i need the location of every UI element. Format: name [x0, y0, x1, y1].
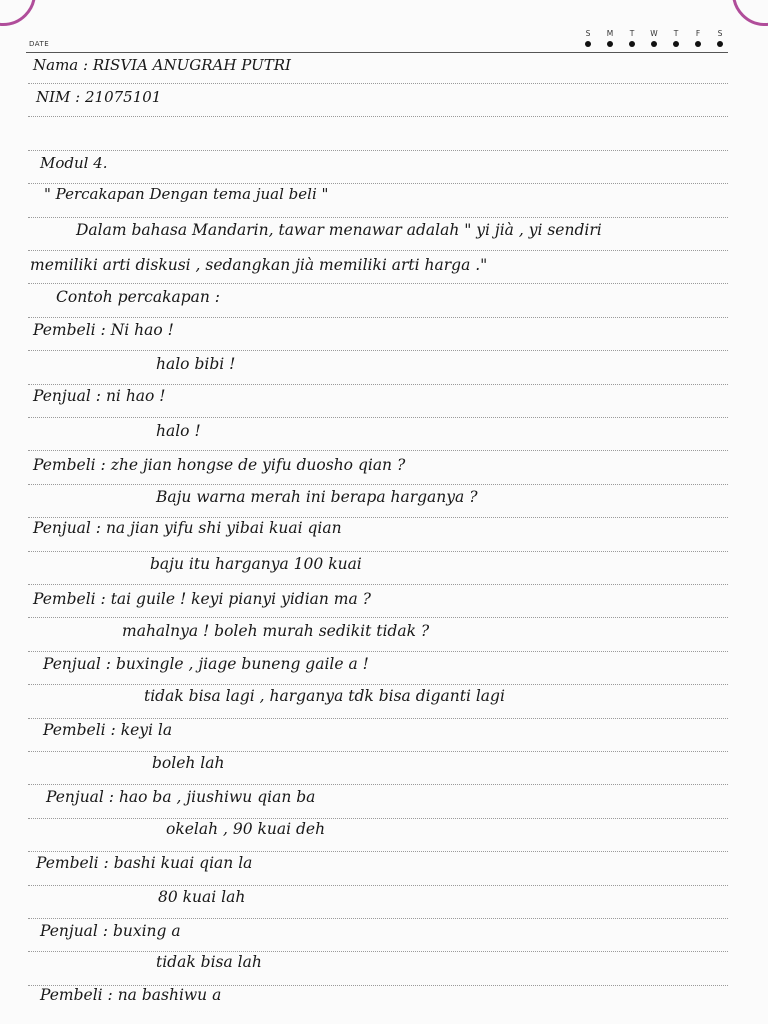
- handwritten-line-dialog: Penjual : buxing a: [40, 922, 181, 940]
- ruled-line: [28, 450, 728, 451]
- ruled-line: [28, 217, 728, 218]
- handwritten-line-dialog: halo !: [156, 422, 201, 440]
- handwritten-line-dialog: mahalnya ! boleh murah sedikit tidak ?: [122, 622, 430, 640]
- handwritten-line-dialog: Penjual : buxingle , jiage buneng gaile a !: [43, 655, 369, 673]
- handwritten-line-dialog: Penjual : hao ba , jiushiwu qian ba: [46, 788, 316, 806]
- weekday-dot: [585, 41, 591, 47]
- weekday-letter: T: [629, 29, 635, 38]
- weekday-monday: [604, 29, 616, 47]
- ruled-line: [28, 417, 728, 418]
- handwritten-line-dialog: Pembeli : keyi la: [43, 721, 173, 739]
- ruled-line: [28, 183, 728, 184]
- ruled-line: [28, 885, 728, 886]
- weekday-dot: [607, 41, 613, 47]
- ruled-line: [28, 951, 728, 952]
- ruled-line: [28, 250, 728, 251]
- weekday-sunday: [582, 29, 594, 47]
- handwritten-line-nim: NIM : 21075101: [36, 88, 162, 106]
- ruled-line: [28, 651, 728, 652]
- ruled-line: [28, 818, 728, 819]
- ruled-line: [28, 484, 728, 485]
- ruled-line: [28, 150, 728, 151]
- ruled-line: [28, 317, 728, 318]
- ruled-line: [28, 584, 728, 585]
- handwritten-line-name: Nama : RISVIA ANUGRAH PUTRI: [33, 56, 291, 74]
- handwritten-line-module: Modul 4.: [40, 154, 108, 172]
- handwritten-line-dialog: Penjual : ni hao !: [33, 387, 166, 405]
- ruled-line: [28, 617, 728, 618]
- handwritten-line-intro-1: Dalam bahasa Mandarin, tawar menawar adalah " yi jià , yi sendiri: [76, 221, 602, 239]
- weekday-dot: [651, 41, 657, 47]
- handwritten-line-dialog: Penjual : na jian yifu shi yibai kuai qian: [33, 519, 342, 537]
- ruled-line: [28, 718, 728, 719]
- handwritten-line-dialog: Pembeli : tai guile ! keyi pianyi yidian ma ?: [33, 590, 371, 608]
- handwritten-line-topic: " Percakapan Dengan tema jual beli ": [44, 185, 329, 203]
- handwritten-line-dialog: halo bibi !: [156, 355, 236, 373]
- ruled-line: [28, 684, 728, 685]
- corner-binding-arc: [0, 0, 36, 26]
- handwritten-line-dialog: tidak bisa lagi , harganya tdk bisa diganti lagi: [144, 687, 505, 705]
- handwritten-line-dialog: 80 kuai lah: [158, 888, 246, 906]
- ruled-line: [28, 350, 728, 351]
- weekday-dot: [673, 41, 679, 47]
- handwritten-line-dialog: okelah , 90 kuai deh: [166, 820, 326, 838]
- corner-binding-arc: [732, 0, 768, 26]
- handwritten-line-dialog: Pembeli : bashi kuai qian la: [36, 854, 253, 872]
- handwritten-line-dialog: Pembeli : Ni hao !: [33, 321, 174, 339]
- handwritten-line-dialog: tidak bisa lah: [156, 953, 262, 971]
- weekday-letter: W: [650, 29, 658, 38]
- weekday-thursday: [670, 29, 682, 47]
- handwritten-line-example-heading: Contoh percakapan :: [56, 288, 220, 306]
- weekday-letter: S: [585, 29, 591, 38]
- weekday-markers: [582, 29, 726, 47]
- ruled-line: [28, 83, 728, 84]
- weekday-dot: [695, 41, 701, 47]
- weekday-tuesday: [626, 29, 638, 47]
- ruled-line: [28, 851, 728, 852]
- weekday-dot: [629, 41, 635, 47]
- handwritten-line-dialog: Baju warna merah ini berapa harganya ?: [156, 488, 478, 506]
- weekday-saturday: [714, 29, 726, 47]
- handwritten-line-dialog: boleh lah: [152, 754, 225, 772]
- header-rule: [26, 52, 728, 53]
- date-label: DATE: [29, 40, 50, 48]
- ruled-line: [28, 116, 728, 117]
- ruled-line: [28, 517, 728, 518]
- weekday-letter: F: [695, 29, 701, 38]
- handwritten-line-dialog: Pembeli : zhe jian hongse de yifu duosho qian ?: [33, 456, 406, 474]
- ruled-line: [28, 918, 728, 919]
- weekday-letter: M: [606, 29, 614, 38]
- ruled-line: [28, 751, 728, 752]
- weekday-dot: [717, 41, 723, 47]
- ruled-line: [28, 283, 728, 284]
- handwritten-line-dialog: Pembeli : na bashiwu a: [40, 986, 222, 1004]
- ruled-line: [28, 384, 728, 385]
- weekday-friday: [692, 29, 704, 47]
- weekday-letter: S: [717, 29, 723, 38]
- ruled-line: [28, 784, 728, 785]
- weekday-wednesday: [648, 29, 660, 47]
- ruled-line: [28, 551, 728, 552]
- handwritten-line-dialog: baju itu harganya 100 kuai: [150, 555, 362, 573]
- weekday-letter: T: [673, 29, 679, 38]
- handwritten-line-intro-2: memiliki arti diskusi , sedangkan jià memiliki arti harga .": [30, 256, 488, 274]
